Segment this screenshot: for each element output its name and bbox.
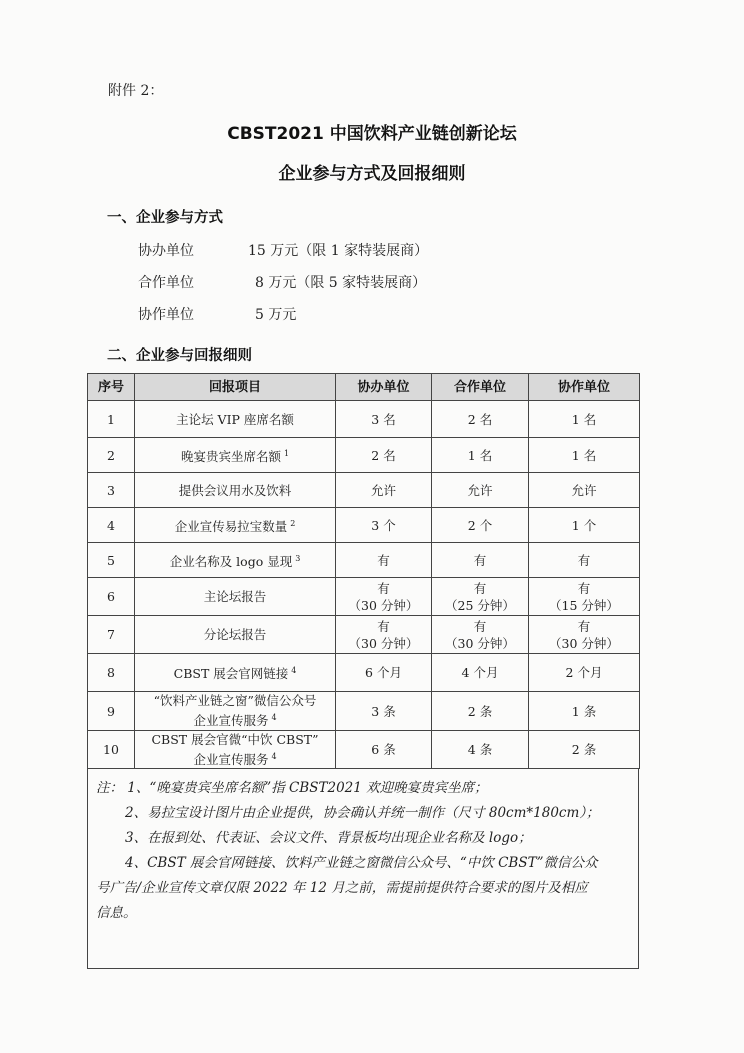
cell-collaborator — [529, 654, 640, 692]
cell-co-organizer — [336, 543, 432, 578]
value-text: 有 — [473, 552, 487, 568]
row-number: 2 — [107, 447, 115, 463]
table-row — [88, 654, 640, 692]
note-line: 信息。 — [96, 905, 137, 921]
attachment-label: 附件 2： — [108, 83, 164, 99]
value-text: 2 条 — [467, 703, 493, 719]
item-text: 企业宣传易拉宝数量 — [174, 519, 288, 535]
value-text: 1 条 — [571, 703, 597, 719]
item-text: CBST 展会官网链接 — [173, 666, 289, 682]
row-number: 6 — [107, 589, 115, 604]
cell-partner — [432, 731, 529, 769]
cell-no — [88, 401, 135, 438]
cell-collaborator — [529, 401, 640, 438]
note-line: 4、CBST 展会官网链接、饮料产业链之窗微信公众号、“中饮 CBST”微信公众 — [125, 855, 598, 871]
value-text: 1 个 — [571, 517, 597, 533]
table-row — [88, 543, 640, 578]
cell-partner — [432, 692, 529, 731]
row-number: 7 — [107, 627, 115, 642]
value-duration: （25 分钟） — [445, 597, 515, 613]
value-text: 1 名 — [571, 411, 597, 427]
value-text: 4 条 — [467, 742, 493, 758]
item-text-line2: 企业宣传服务 — [193, 713, 269, 729]
role-price: 5 万元 — [255, 307, 297, 323]
item-text: “饮料产业链之窗”微信公众号 — [153, 693, 317, 709]
cell-item — [135, 473, 336, 508]
cell-co-organizer — [336, 731, 432, 769]
row-number: 9 — [107, 703, 115, 719]
note-line: 注： 1、“晚宴贵宾坐席名额”指 CBST2021 欢迎晚宴贵宾坐席； — [96, 780, 488, 796]
value-text: 有 — [577, 618, 591, 634]
value-text: 3 名 — [371, 411, 396, 427]
table-row — [88, 692, 640, 731]
item-text-line2: 企业宣传服务 — [193, 752, 269, 768]
value-text: 允许 — [370, 482, 396, 498]
cell-no — [88, 654, 135, 692]
value-text: 1 名 — [467, 447, 493, 463]
footnote-ref: 2 — [290, 518, 296, 528]
cell-partner — [432, 616, 529, 654]
document-title: CBST2021 中国饮料产业链创新论坛 — [227, 124, 517, 144]
item-text: 分论坛报告 — [203, 627, 267, 642]
cell-no — [88, 692, 135, 731]
footnote-ref: 1 — [283, 448, 290, 458]
cell-item — [135, 401, 336, 438]
cell-collaborator — [529, 692, 640, 731]
cell-partner — [432, 578, 529, 616]
value-text: 3 个 — [371, 517, 396, 533]
cell-co-organizer — [336, 616, 432, 654]
row-number: 3 — [107, 482, 115, 498]
header-item: 回报项目 — [135, 374, 336, 401]
footnote-ref: 4 — [271, 752, 277, 761]
value-text: 1 名 — [571, 447, 597, 463]
role-price: 15 万元（限 1 家特装展商） — [248, 243, 429, 259]
note-line: 3、在报到处、代表证、会议文件、背景板均出现企业名称及 logo； — [125, 830, 532, 846]
role-price: 8 万元（限 5 家特装展商） — [255, 275, 427, 291]
value-duration: （30 分钟） — [348, 635, 419, 651]
value-text: 2 条 — [571, 742, 597, 758]
cell-partner — [432, 654, 529, 692]
cell-co-organizer — [336, 401, 432, 438]
value-text: 2 名 — [467, 411, 493, 427]
item-text: 晚宴贵宾坐席名额 — [180, 449, 281, 465]
cell-collaborator — [529, 578, 640, 616]
item-text: CBST 展会官微“中饮 CBST” — [151, 732, 319, 747]
cell-collaborator — [529, 731, 640, 769]
note-line: 2、易拉宝设计图片由企业提供，协会确认并统一制作（尺寸 80cm*180cm）； — [125, 805, 600, 821]
cell-no — [88, 543, 135, 578]
cell-partner — [432, 543, 529, 578]
cell-partner — [432, 401, 529, 438]
header-partner: 合作单位 — [432, 374, 529, 401]
value-text: 有 — [377, 618, 390, 634]
value-text: 允许 — [571, 482, 597, 498]
item-text: 提供会议用水及饮料 — [178, 482, 292, 498]
row-number: 5 — [107, 552, 115, 568]
item-text: 主论坛报告 — [203, 589, 267, 604]
table-row — [88, 616, 640, 654]
cell-collaborator — [529, 616, 640, 654]
value-text: 6 个月 — [365, 665, 402, 680]
row-number: 1 — [107, 411, 115, 427]
cell-no — [88, 438, 135, 473]
value-text: 2 个 — [467, 517, 493, 533]
value-text: 有 — [377, 552, 390, 568]
cell-item — [135, 438, 336, 473]
role-label: 合作单位 — [138, 275, 194, 291]
value-text: 有 — [473, 580, 487, 596]
cell-item — [135, 508, 336, 543]
notes-box — [87, 768, 639, 969]
footnote-ref: 4 — [271, 713, 277, 723]
cell-co-organizer — [336, 654, 432, 692]
section2-heading: 二、企业参与回报细则 — [107, 348, 252, 364]
cell-co-organizer — [336, 578, 432, 616]
value-text: 3 条 — [371, 703, 396, 719]
value-text: 2 个月 — [565, 665, 603, 680]
cell-item — [135, 654, 336, 692]
cell-no — [88, 508, 135, 543]
cell-item — [135, 616, 336, 654]
role-label: 协作单位 — [138, 307, 194, 323]
value-duration: （30 分钟） — [348, 597, 419, 613]
value-text: 2 名 — [371, 447, 396, 463]
cell-co-organizer — [336, 508, 432, 543]
note-line: 号广告/企业宣传文章仅限 2022 年 12 月之前，需提前提供符合要求的图片及相应 — [96, 880, 588, 896]
value-text: 6 条 — [371, 742, 396, 758]
item-text: 主论坛 VIP 座席名额 — [176, 411, 294, 427]
table-row — [88, 438, 640, 473]
value-text: 允许 — [467, 482, 493, 498]
value-text: 4 个月 — [461, 665, 499, 680]
cell-item — [135, 543, 336, 578]
row-number: 10 — [103, 742, 119, 758]
table-row — [88, 731, 640, 769]
footnote-ref: 3 — [295, 553, 301, 563]
cell-co-organizer — [336, 473, 432, 508]
table-row — [88, 401, 640, 438]
cell-collaborator — [529, 508, 640, 543]
table-row — [88, 473, 640, 508]
value-text: 有 — [577, 552, 591, 568]
table-header-row — [88, 374, 640, 401]
value-text: 有 — [577, 580, 591, 596]
cell-collaborator — [529, 438, 640, 473]
table-row — [88, 508, 640, 543]
cell-item — [135, 692, 336, 731]
cell-collaborator — [529, 543, 640, 578]
role-label: 协办单位 — [138, 243, 194, 259]
header-co-organizer: 协办单位 — [336, 374, 432, 401]
cell-partner — [432, 508, 529, 543]
value-duration: （30 分钟） — [445, 635, 515, 651]
cell-no — [88, 616, 135, 654]
cell-no — [88, 473, 135, 508]
section1-heading: 一、企业参与方式 — [107, 210, 223, 226]
item-text: 企业名称及 logo 显现 — [169, 554, 293, 570]
table-row — [88, 578, 640, 616]
cell-no — [88, 731, 135, 769]
cell-co-organizer — [336, 692, 432, 731]
cell-no — [88, 578, 135, 616]
cell-item — [135, 731, 336, 769]
cell-item — [135, 578, 336, 616]
cell-co-organizer — [336, 438, 432, 473]
header-collaborator: 协作单位 — [529, 374, 640, 401]
footnote-ref: 4 — [291, 666, 297, 676]
document-subtitle: 企业参与方式及回报细则 — [278, 164, 466, 184]
value-duration: （15 分钟） — [549, 597, 619, 613]
value-text: 有 — [473, 618, 487, 634]
value-duration: （30 分钟） — [549, 635, 619, 651]
value-text: 有 — [377, 580, 390, 596]
rewards-table — [87, 373, 640, 769]
cell-collaborator — [529, 473, 640, 508]
cell-partner — [432, 438, 529, 473]
row-number: 8 — [107, 665, 115, 680]
cell-partner — [432, 473, 529, 508]
header-no: 序号 — [88, 374, 135, 401]
row-number: 4 — [107, 517, 115, 533]
